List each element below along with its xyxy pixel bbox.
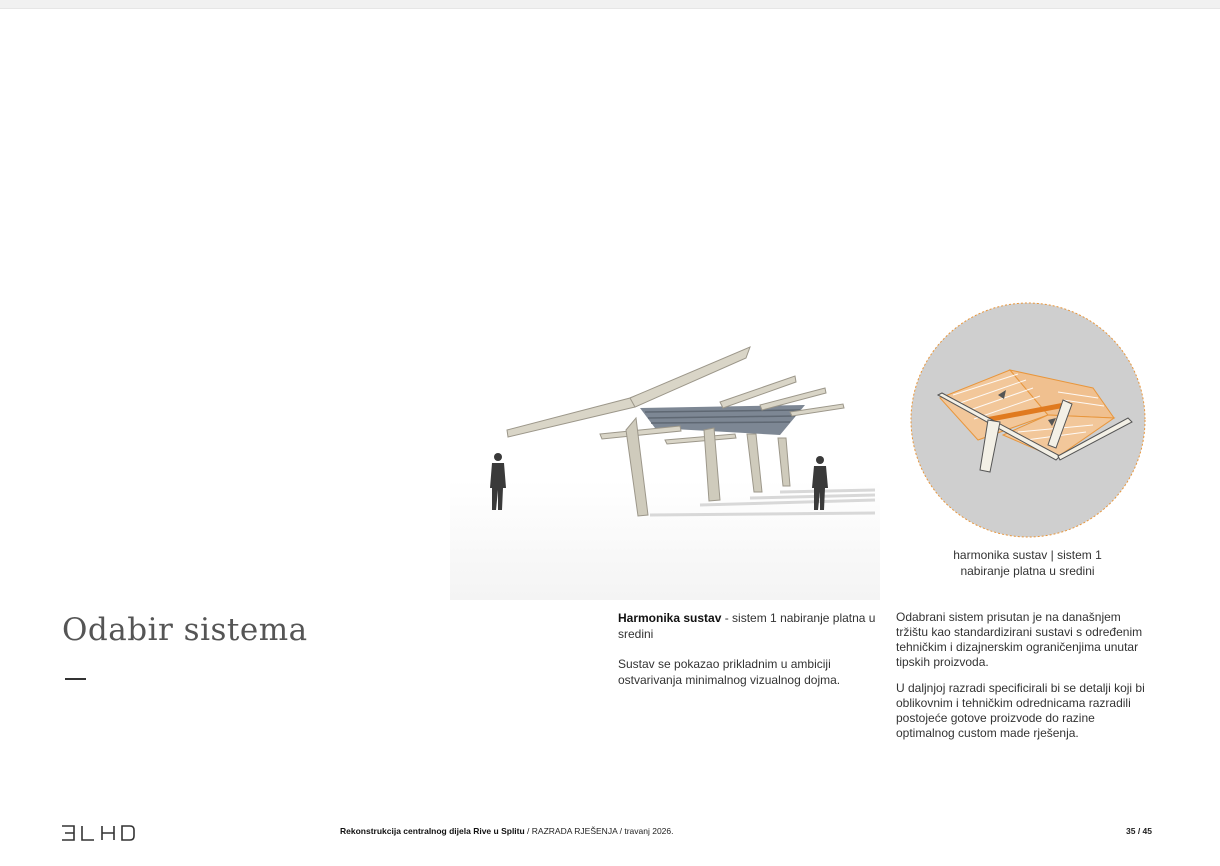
- title-underline: [65, 678, 86, 680]
- caption-line-2: nabiranje platna u sredini: [960, 564, 1095, 578]
- caption-line-1: harmonika sustav | sistem 1: [953, 548, 1102, 562]
- canopy-render-image: [450, 330, 880, 600]
- footer-project-info: [340, 826, 674, 836]
- page-title: Odabir sistema: [62, 612, 308, 648]
- harmonika-detail-image: [908, 300, 1148, 540]
- description-column-2: [896, 610, 1154, 752]
- paragraph-4: U daljnjoj razradi specificirali bi se detalji koji bi oblikovnim i tehničkim odrednicama razradili postojeće gotove proizvode do razine optimalnog custom made rješenja.: [896, 681, 1145, 740]
- footer-project-name: Rekonstrukcija centralnog dijela Rive u Splitu: [340, 826, 525, 836]
- top-bar-divider: [0, 8, 1220, 9]
- system-description: - sistem 1 nabiranje platna u sredini: [618, 611, 876, 641]
- system-name: Harmonika sustav: [618, 611, 722, 625]
- paragraph-2: Sustav se pokazao prikladnim u ambiciji ostvarivanja minimalnog vizualnog dojma.: [618, 657, 841, 687]
- 3lhd-logo: [60, 824, 136, 842]
- paragraph-3: Odabrani sistem prisutan je na današnjem tržištu kao standardizirani sustavi s određenim tehničkim i dizajnerskim ograničenjima unutar tipskih proizvoda.: [896, 610, 1143, 669]
- paragraph-1: [618, 610, 880, 642]
- top-bar: [0, 0, 1220, 8]
- footer-project-phase: / RAZRADA RJEŠENJA / travanj 2026.: [524, 826, 674, 836]
- image-caption: [905, 547, 1150, 579]
- page-number: 35 / 45: [1126, 826, 1152, 836]
- description-column-1: [618, 610, 880, 702]
